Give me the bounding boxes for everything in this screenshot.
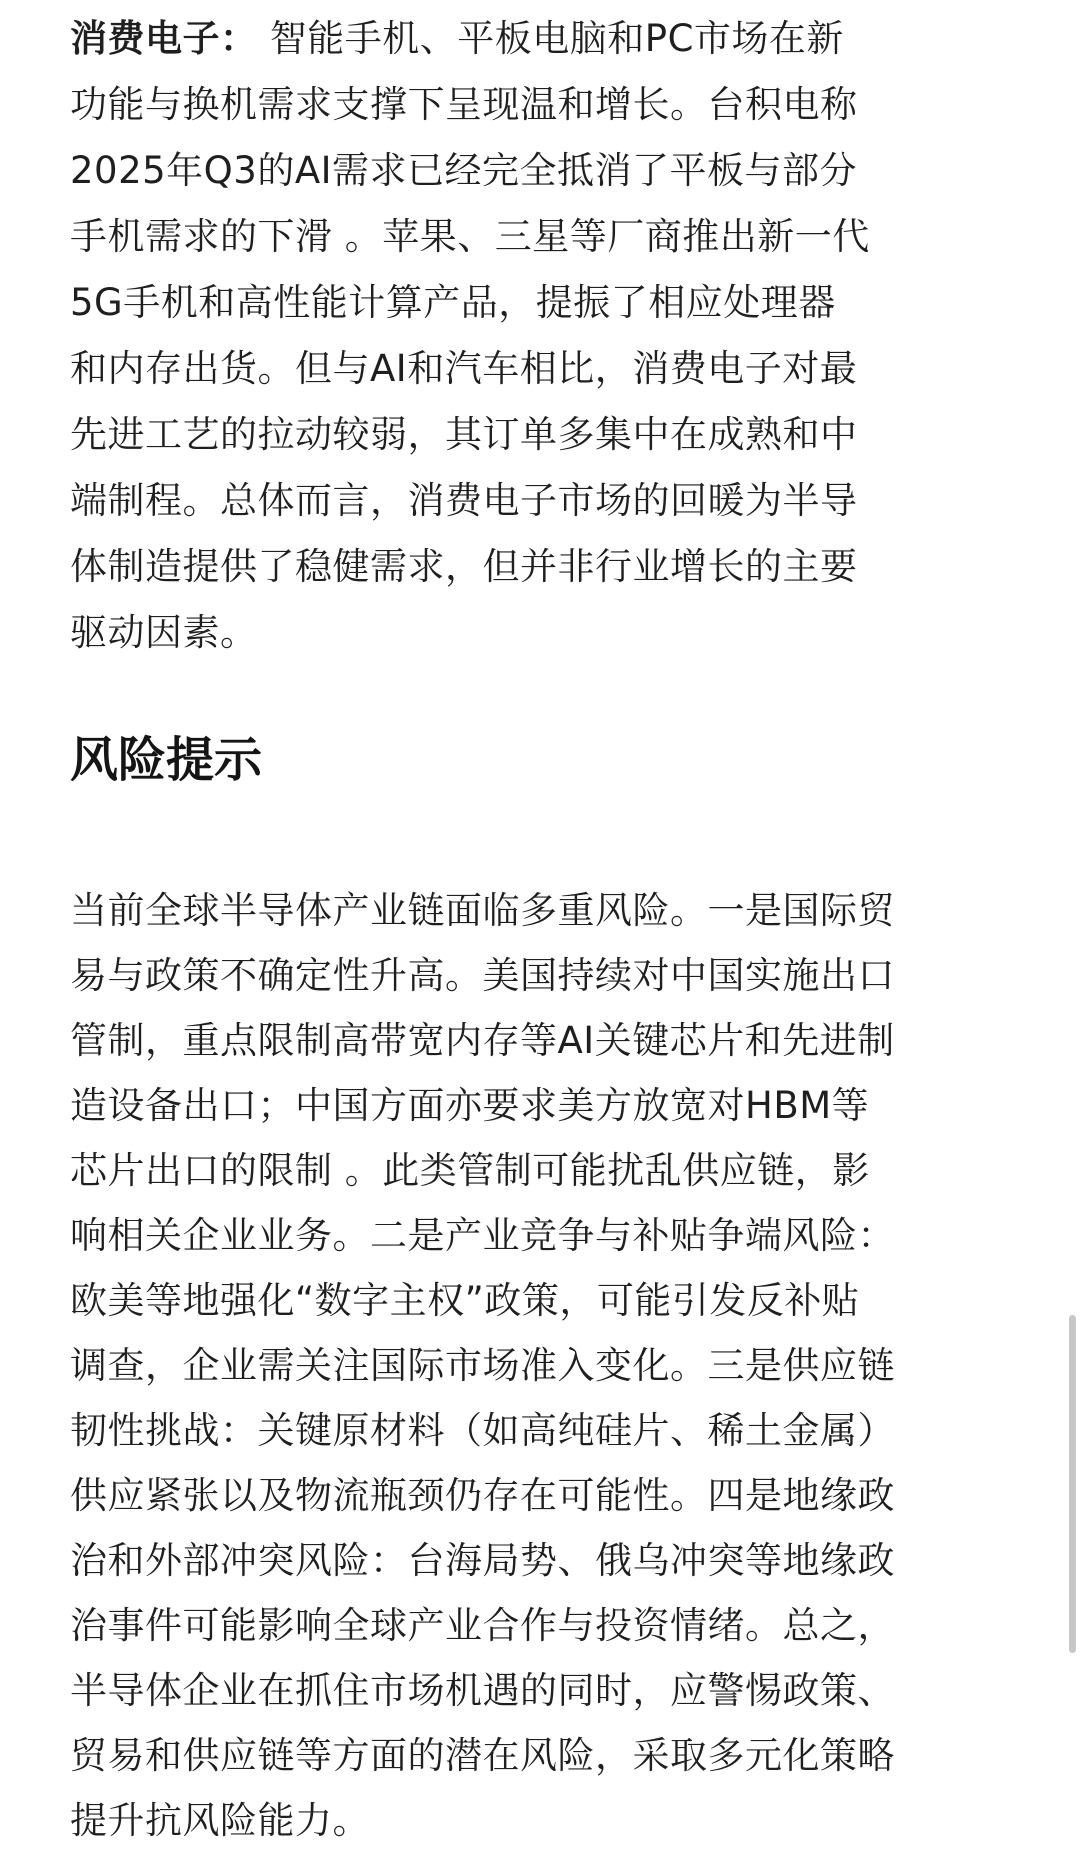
- paragraph-line: 2025年Q3的AI需求已经完全抵消了平板与部分: [70, 149, 858, 192]
- paragraph-line: 治事件可能影响全球产业合作与投资情绪。总之，: [70, 1604, 895, 1647]
- paragraph-line: 和内存出货。但与AI和汽车相比，消费电子对最: [70, 347, 858, 390]
- paragraph-line: 体制造提供了稳健需求，但并非行业增长的主要: [70, 545, 858, 588]
- vertical-scrollbar[interactable]: [1064, 0, 1080, 1855]
- paragraph-line: 易与政策不确定性升高。美国持续对中国实施出口: [70, 954, 895, 997]
- paragraph-line: 芯片出口的限制 。此类管制可能扰乱供应链，影: [70, 1149, 870, 1192]
- paragraph-line: 管制，重点限制高带宽内存等AI关键芯片和先进制: [70, 1019, 895, 1062]
- paragraph-line-text: 智能手机、平板电脑和PC市场在新: [257, 17, 844, 60]
- paragraph-line: 贸易和供应链等方面的潜在风险，采取多元化策略: [70, 1734, 895, 1777]
- paragraph-lead-label: 消费电子：: [70, 17, 258, 60]
- paragraph-line: [70, 6, 1020, 72]
- paragraph-line: 韧性挑战：关键原材料（如高纯硅片、稀土金属）: [70, 1409, 895, 1452]
- paragraph-line: 调查，企业需关注国际市场准入变化。三是供应链: [70, 1344, 895, 1387]
- paragraph-line: 5G手机和高性能计算产品，提振了相应处理器: [70, 281, 836, 324]
- paragraph-line: 手机需求的下滑 。苹果、三星等厂商推出新一代: [70, 215, 870, 258]
- paragraph-line: 提升抗风险能力。: [70, 1799, 370, 1842]
- paragraph-line: 当前全球半导体产业链面临多重风险。一是国际贸: [70, 889, 895, 932]
- section-heading-risk: 风险提示: [70, 732, 263, 788]
- paragraph-line: 供应紧张以及物流瓶颈仍存在可能性。四是地缘政: [70, 1474, 895, 1517]
- paragraph-line: 治和外部冲突风险：台海局势、俄乌冲突等地缘政: [70, 1539, 895, 1582]
- paragraph-line: 先进工艺的拉动较弱，其订单多集中在成熟和中: [70, 413, 858, 456]
- paragraph-line: 响相关企业业务。二是产业竞争与补贴争端风险：: [70, 1214, 895, 1257]
- paragraph-line: 功能与换机需求支撑下呈现温和增长。台积电称: [70, 83, 858, 126]
- scrollbar-thumb[interactable]: [1069, 1315, 1076, 1653]
- paragraph-line: 驱动因素。: [70, 611, 258, 654]
- paragraph-line: 造设备出口；中国方面亦要求美方放宽对HBM等: [70, 1084, 870, 1127]
- paragraph-line: 半导体企业在抓住市场机遇的同时，应警惕政策、: [70, 1669, 895, 1712]
- paragraph-line: 欧美等地强化“数字主权”政策，可能引发反补贴: [70, 1279, 860, 1322]
- paragraph-line: 端制程。总体而言，消费电子市场的回暖为半导: [70, 479, 858, 522]
